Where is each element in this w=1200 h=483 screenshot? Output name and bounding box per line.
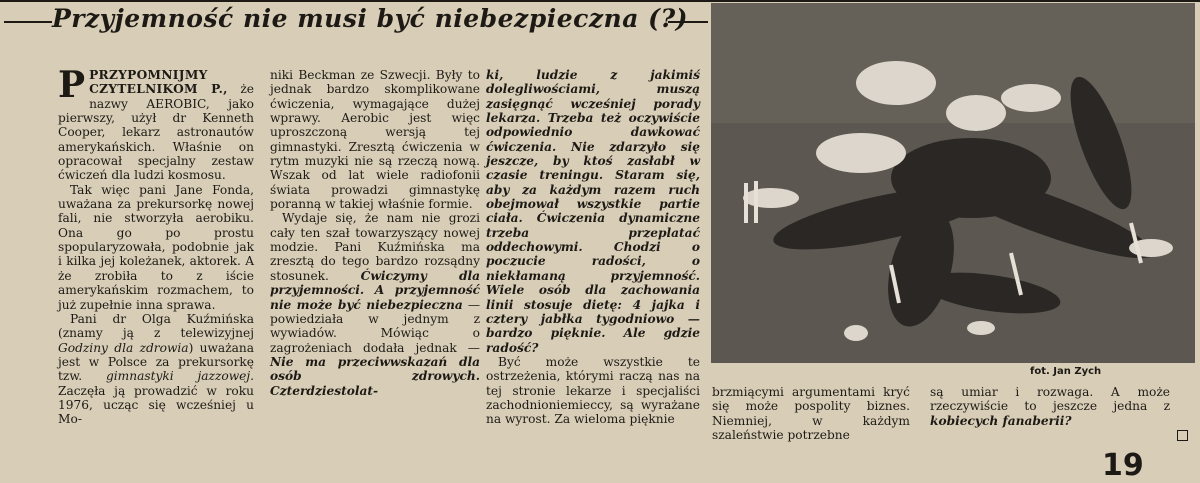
column-4 — [712, 385, 910, 442]
photo-illustration — [711, 3, 1195, 363]
column-5 — [930, 385, 1170, 428]
col1-p3-c: ) uważana jest w Polsce za prekursorkę tzw. — [58, 340, 255, 384]
article-headline: Przyjemność nie musi być niebezpieczna (?) — [52, 4, 688, 33]
photo-credit: fot. Jan Zych — [1030, 366, 1102, 377]
col2-quote-2: Nie ma przeciwwskazań dla osób zdrowych. Czterdziestolat- — [270, 354, 480, 398]
drop-cap: P — [58, 64, 86, 106]
col5-closing: kobiecych fanaberii? — [930, 413, 1072, 428]
page-number: 19 — [1102, 448, 1144, 483]
col1-p1-text: że nazwy AEROBIC, jako pierwszy, użył dr Kenneth Cooper, lekarz astronautów amerykańskich. Właśnie on opracował specjalny zestaw ćwiczeń dla ludzi kosmosu. — [58, 82, 254, 183]
col1-p3-e: Zaczęła ją prowadzić w roku 1976, ucząc się wcześniej u Mo- — [58, 383, 254, 427]
col4-paragraph: brzmiącymi argumentami kryć się może pospolity biznes. Niemniej, w każdym szaleństwie potrzebne — [712, 385, 910, 443]
col1-p3-tv-title: Godziny dla zdrowia — [58, 340, 189, 355]
col2-p2-c: — powiedziała w jednym z wywiadów. Mówiąc o zagrożeniach dodała jednak — — [270, 297, 480, 355]
col1-paragraph-2: Tak więc pani Jane Fonda, uważana za prekursorkę nowej fali, nie stworzyła aerobiku. Ona go po prostu spopularyzowała, podobnie jak i kilka jej koleżanek, aktorek. A że zrobiła to z iście amerykańskim rozmachem, to już zupełnie inna sprawa. — [58, 182, 254, 312]
col3-paragraph-2: Być może wszystkie te ostrzeżenia, którymi raczą nas na tej stronie lekarze i specjaliści zachodnioniemieccy, są wyrażane na wyrost. Za wieloma pięknie — [486, 354, 700, 427]
col1-paragraph-1 — [58, 64, 254, 183]
exercise-photo — [711, 3, 1195, 363]
top-rule — [0, 0, 1200, 2]
end-of-article-mark — [1177, 430, 1188, 441]
col2-paragraph-2 — [270, 211, 480, 397]
col1-p3-a: Pani dr Olga Kuźmińska (znamy ją z telewizyjnej — [58, 311, 254, 341]
column-1 — [58, 64, 255, 427]
col5-paragraph — [930, 385, 1170, 428]
column-3 — [486, 68, 700, 427]
col5-text: są umiar i rozwaga. A może rzeczywiście to jeszcze jedna z — [930, 385, 1170, 414]
col1-paragraph-3 — [58, 312, 254, 427]
headline-rule-left — [4, 21, 52, 23]
col3-quote: ki, ludzie z jakimiś dolegliwościami, muszą zasięgnąć wcześniej porady lekarza. Trzeba też oczywiście odpowiednio dawkować ćwiczenia. Nie zdarzyło się jeszcze, by ktoś zasłabł w czasie treningu. Staram się, aby za każdym razem ruch obejmował wszystkie partie ciała. Ćwiczenia dynamiczne trzeba przeplatać oddechowymi. Chodzi o poczucie radości, o niekłamaną przyjemność. Wiele osób dla zachowania linii stosuje dietę: 4 jajka i cztery jabłka tygodniowo — bardzo pięknie. Ale gdzie radość? — [486, 68, 700, 355]
col2-p2-a: Wydaje się, że nam nie grozi cały ten szał towarzyszący nowej modzie. Pani Kuźmińska ma zresztą do tego bardzo rozsądny stosunek. — [270, 211, 480, 283]
col2-quote-1: Ćwiczymy dla przyjemności. A przyjemność nie może być niebezpieczna — [270, 268, 480, 312]
col2-paragraph-1: niki Beckman ze Szwecji. Były to jednak bardzo skomplikowane ćwiczenia, wymagające dużej wprawy. Aerobic jest więc uproszczoną wersją tej gimnastyki. Zresztą ćwiczenia w rytm muzyki nie są rzeczą nową. Wszak od lat wiele radiofonii świata prowadzi gimnastykę poranną w takiej właśnie formie. — [270, 68, 480, 212]
column-2 — [270, 68, 480, 398]
col1-p3-term: gimnastyki jazzowej. — [105, 369, 254, 384]
col1-lead-in: PRZYPOMNIJMY CZYTELNIKOM P., — [89, 68, 228, 97]
